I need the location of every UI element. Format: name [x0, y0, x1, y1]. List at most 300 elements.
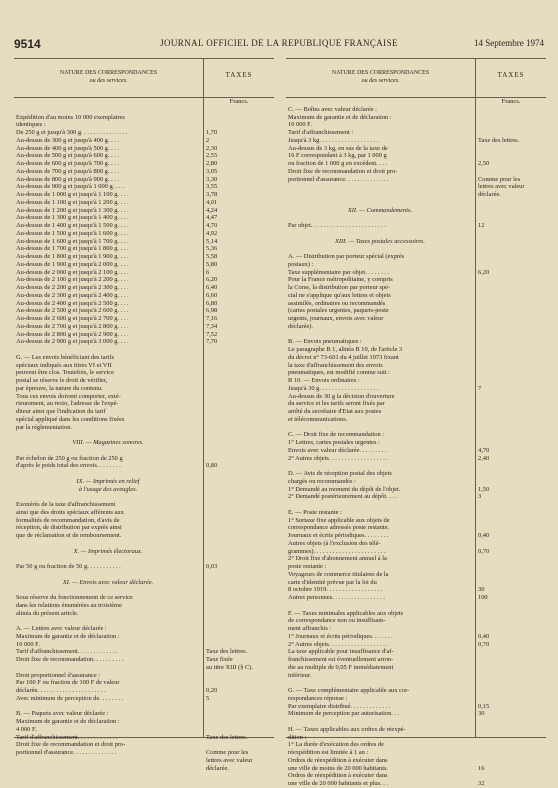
taxes-heading: TAXES	[497, 71, 525, 79]
row-tax-value: 0,70	[478, 547, 490, 555]
table-row	[14, 656, 274, 664]
table-row	[14, 176, 274, 184]
table-row	[286, 307, 546, 315]
table-row	[14, 222, 274, 230]
row-description: Droit fixe de recommandation. . . . . . . . . .	[16, 656, 124, 663]
row-tax-value: 3,55	[206, 183, 218, 191]
table-row	[14, 129, 274, 137]
row-description: B 10. — Envois ordinaires :	[288, 377, 360, 384]
table-row	[286, 114, 546, 122]
table-row	[14, 594, 274, 602]
row-description: Maximum de garantie et de déclaration :	[16, 718, 120, 725]
nature-heading	[286, 69, 475, 85]
row-description: Au-dessus de 800 g et jusqu'à 900 g. . . .	[16, 175, 120, 183]
row-description: Avec minimum de perception de. . . . . . . .	[16, 694, 124, 702]
row-tax-value: Taxe fixée	[206, 656, 233, 663]
row-tax-value: 4,47	[206, 214, 218, 222]
table-row	[14, 687, 274, 695]
row-description: Droit fixe de recommandation et droit pro-	[288, 167, 398, 175]
table-row	[286, 269, 546, 277]
row-tax-value: 0,20	[206, 687, 218, 694]
nature-heading	[14, 69, 203, 85]
row-description: 10 000 F.	[288, 121, 312, 129]
table-row	[14, 672, 274, 680]
row-description: la Corse, la distribution par porteur spé-	[288, 284, 391, 291]
table-row	[14, 160, 274, 168]
table-row	[286, 517, 546, 525]
table-row	[286, 183, 546, 191]
row-tax-value: 2,80	[206, 160, 218, 167]
table-row	[286, 152, 546, 160]
row-tax-value: 4,01	[206, 198, 218, 206]
table-row	[14, 191, 274, 199]
table-row	[14, 757, 274, 765]
table-row	[286, 121, 546, 129]
journal-title: JOURNAL OFFICIEL DE LA REPUBLIQUE FRANÇAISE	[160, 38, 398, 48]
row-description: XII. — Commandements.	[347, 206, 413, 214]
table-row	[14, 563, 274, 571]
row-tax-value: 6,60	[206, 291, 218, 299]
row-description: IX. — Imprimés en relief	[76, 477, 140, 485]
table-row	[286, 625, 546, 633]
row-description: A. — Lettres avec valeur déclarée :	[16, 625, 107, 632]
table-row	[286, 455, 546, 463]
table-row	[286, 385, 546, 393]
row-description: à l'usage des aveugles.	[78, 485, 138, 493]
row-description: portionnel d'assurance. . . . . . . . . . . . . .	[288, 175, 389, 183]
table-row	[286, 524, 546, 532]
table-row	[14, 524, 274, 532]
table-row	[286, 253, 546, 261]
row-description: réexpédition est limitée à 1 an :	[288, 749, 369, 756]
table-row	[14, 315, 274, 323]
row-description: Voyageurs de commerce titulaires de la	[288, 570, 389, 578]
row-description: Au-dessus de 2 900 g et jusqu'à 3 000 g. . . .	[16, 338, 129, 346]
table-row	[14, 377, 274, 385]
row-tax-value: 100	[478, 594, 488, 601]
row-tax-value: déclarée.	[206, 764, 229, 772]
table-row	[286, 780, 546, 788]
row-description: ainsi que des droits spéciaux afférents aux	[16, 508, 124, 516]
table-row	[286, 555, 546, 563]
table-row	[14, 586, 274, 594]
table-row	[14, 617, 274, 625]
table-row	[14, 486, 274, 494]
row-description: 1° Lettres, cartes postales urgentes :	[288, 439, 380, 446]
row-description: XI. — Envois avec valeur déclarée.	[62, 578, 154, 586]
table-row	[14, 517, 274, 525]
table-row	[286, 129, 546, 137]
table-row	[286, 106, 546, 114]
row-description: Au-dessus de 900 g et jusqu'à 1 000 g. . . .	[16, 183, 124, 191]
row-tax-value: 0,80	[206, 462, 218, 470]
table-row	[14, 152, 274, 160]
row-description: 2° Droit fixe d'abonnement annuel à la	[288, 555, 387, 563]
row-description: X. — Imprimés électoraux.	[73, 547, 143, 555]
table-row	[14, 695, 274, 703]
table-row	[286, 470, 546, 478]
row-description: VIII. — Magazines sonores.	[72, 439, 144, 446]
table-row	[14, 455, 274, 463]
row-description: Maximum de garantie et de déclaration :	[16, 632, 120, 640]
table-row	[14, 610, 274, 618]
row-tax-value: 3,05	[206, 167, 218, 175]
row-tax-value: 30	[478, 586, 485, 594]
table-row	[286, 718, 546, 726]
row-description: Minimum de perception par autorisation. . .	[288, 710, 400, 718]
row-description: dition :	[288, 733, 307, 741]
row-description: Par objet. . . . . . . . . . . . . . . . . . . . . . . .	[288, 222, 386, 229]
table-row	[286, 447, 546, 455]
row-description: F. — Taxes minimales applicables aux objets	[288, 609, 404, 617]
table-row	[286, 602, 546, 610]
row-description: pneumatiques, est modifié comme suit :	[288, 369, 390, 377]
row-description: dans les relations énumérées au troisième	[16, 601, 122, 609]
row-description: peuvent être clos. Toutefois, le service	[16, 369, 114, 377]
table-row	[286, 261, 546, 269]
row-tax-value: 5,58	[206, 253, 218, 260]
row-description: E. — Poste restante :	[288, 508, 342, 516]
table-row	[286, 292, 546, 300]
table-row	[286, 664, 546, 672]
table-row	[14, 493, 274, 501]
row-description: Au-dessus de 2 500 g et jusqu'à 2 600 g. . . .	[16, 307, 129, 315]
row-tax-value: 30	[478, 710, 485, 718]
row-description: Au-dessus de 1 500 g et jusqu'à 1 600 g. . . .	[16, 229, 129, 237]
table-row	[286, 331, 546, 339]
row-tax-value: Francs.	[229, 98, 249, 105]
row-tax-value: 0,40	[478, 632, 490, 640]
table-row	[286, 362, 546, 370]
row-description: Jusqu'à 30 g. . . . . . . . . . . . . . . . . . .	[288, 384, 379, 392]
row-description: B. — Envois pneumatiques :	[288, 338, 362, 346]
table-row	[14, 121, 274, 129]
row-tax-value: 6,20	[478, 268, 490, 276]
table-row	[14, 641, 274, 649]
row-tax-value: 2,40	[478, 454, 490, 462]
row-description: Au-dessus de 500 g et jusqu'à 600 g. . . .	[16, 152, 120, 160]
row-description: 2° Autres objets. . . . . . . . . . . . . . . . . . .	[288, 454, 389, 462]
row-description: Au-dessus de 2 400 g et jusqu'à 2 500 g. . . .	[16, 299, 129, 307]
row-description: Au-dessus de 1 300 g et jusqu'à 1 400 g. . . .	[16, 214, 129, 222]
table-row	[286, 594, 546, 602]
table-row	[286, 765, 546, 773]
table-row	[14, 726, 274, 734]
row-description: Autres personnes. . . . . . . . . . . . . . . . .	[288, 594, 385, 601]
nature-heading-line1: NATURE DES CORRESPONDANCES	[331, 70, 430, 76]
table-row	[14, 710, 274, 718]
row-description: Au-dessus de 300 g et jusqu'à 400 g. . . .	[16, 136, 120, 144]
table-row	[14, 555, 274, 563]
table-row	[14, 245, 274, 253]
table-row	[286, 238, 546, 246]
row-description: d'après le poids total des envois. . . . . . . .	[16, 462, 121, 470]
row-description: Au-dessus de 2 100 g et jusqu'à 2 200 g. . . .	[16, 276, 129, 284]
row-tax-value: 3	[478, 493, 482, 501]
row-description: Au-dessus de 2 300 g et jusqu'à 2 400 g. . . .	[16, 291, 129, 299]
row-description: XIII. — Taxes postales accessoires.	[334, 237, 426, 245]
row-description: 1° Journaux et écrits périodiques. . . . . . .	[288, 632, 393, 640]
table-row	[286, 424, 546, 432]
row-description: Expédition d'au moins 10 000 exemplaires	[16, 113, 125, 121]
row-description: cial ne s'applique qu'aux lettres et objets	[288, 291, 391, 299]
row-description: Au-dessus de 1 200 g et jusqu'à 1 300 g. . . .	[16, 206, 129, 214]
table-row	[14, 346, 274, 354]
table-row	[286, 772, 546, 780]
row-tax-value: Comme pour les	[478, 175, 521, 183]
table-row	[14, 625, 274, 633]
table-row	[286, 98, 546, 106]
table-row	[14, 183, 274, 191]
row-description: inférieur.	[288, 671, 312, 679]
table-row	[286, 214, 546, 222]
row-tax-value: Taxe des lettres.	[478, 136, 520, 144]
table-row	[14, 501, 274, 509]
row-description: du service et les tarifs seront fixés par	[288, 400, 385, 408]
row-description: Au-dessus de 2 000 g et jusqu'à 2 100 g. . . .	[16, 268, 129, 276]
row-description: Au-dessus de 3 kg, en sus de la taxe de	[288, 144, 388, 152]
row-description: 1° Demandé au moment du dépôt de l'objet.	[288, 485, 401, 493]
row-description: Ordres de réexpédition à exécuter dans	[288, 756, 388, 764]
row-tax-value: 6,20	[206, 276, 218, 284]
table-row	[14, 532, 274, 540]
row-tax-value: 7	[478, 384, 482, 392]
row-description: (cartes postales urgentes, paquets-poste	[288, 307, 389, 315]
table-row	[14, 261, 274, 269]
row-description: Journaux et écrits périodiques. . . . . . . .	[288, 532, 389, 539]
row-description: Taxe supplémentaire par objet. . . . . . . .	[288, 268, 390, 276]
table-row	[14, 509, 274, 517]
row-description: H. — Taxes applicables aux ordres de réexpé-	[288, 725, 406, 733]
table-row	[14, 424, 274, 432]
row-description: D. — Avis de réception postal des objets	[288, 470, 392, 477]
row-description: Droit proportionnel d'assurance :	[16, 671, 101, 679]
table-row	[286, 726, 546, 734]
row-description: identiques :	[16, 121, 46, 129]
table-row	[286, 439, 546, 447]
row-tax-value: 0,03	[206, 563, 218, 570]
table-row	[286, 734, 546, 742]
table-row	[286, 230, 546, 238]
table-row	[14, 338, 274, 346]
table-row	[286, 369, 546, 377]
row-tax-value: 4,24	[206, 206, 218, 214]
table-header	[14, 59, 274, 98]
page-header	[14, 37, 544, 51]
row-description: Au-dessus de 1 800 g et jusqu'à 1 900 g. . . .	[16, 253, 129, 260]
row-description: C. — Droit fixe de recommandation :	[288, 431, 385, 439]
table-row	[286, 501, 546, 509]
table-row	[14, 749, 274, 757]
row-description: déclarée).	[288, 322, 314, 330]
row-description: 8 octobre 1919. . . . . . . . . . . . . . . . . .	[288, 586, 383, 594]
table-row	[286, 431, 546, 439]
row-tax-value: 5,80	[206, 260, 218, 268]
table-row	[14, 734, 274, 742]
table-row	[14, 354, 274, 362]
row-description: Au-dessus de 2 600 g et jusqu'à 2 700 g. . . .	[16, 315, 129, 322]
row-description: Au-dessus de 1 100 g et jusqu'à 1 200 g. . . .	[16, 198, 129, 206]
row-description: B. — Paquets avec valeur déclarée :	[16, 710, 109, 718]
row-tax-value: 7,34	[206, 322, 218, 330]
table-row	[14, 579, 274, 587]
table-row	[14, 385, 274, 393]
row-description: assimilés, ordinaires ou recommandés	[288, 299, 386, 307]
table-row	[14, 362, 274, 370]
table-row	[286, 563, 546, 571]
table-row	[14, 408, 274, 416]
table-header	[286, 59, 546, 98]
row-tax-value: 6,98	[206, 307, 218, 315]
table-row	[14, 470, 274, 478]
row-description: Tarif d'affranchissement. . . . . . . . . . . . .	[16, 648, 118, 656]
table-row	[14, 718, 274, 726]
row-tax-value: 4,70	[206, 222, 218, 229]
table-row	[14, 106, 274, 114]
row-tax-value: 2,30	[206, 144, 218, 152]
table-row	[14, 431, 274, 439]
row-description: 4 000 F.	[16, 725, 37, 733]
row-description: Au-dessus de 2 200 g et jusqu'à 2 300 g. . . .	[16, 284, 129, 291]
row-description: G. — Taxe complémentaire applicable aux cor-	[288, 687, 410, 694]
row-tax-value: 1,70	[206, 129, 218, 136]
table-row	[14, 323, 274, 331]
row-description: grammes). . . . . . . . . . . . . . . . . . . . . . .	[288, 547, 386, 555]
row-description: Par échelon de 250 g ou fraction de 250 g	[16, 454, 123, 462]
table-row	[14, 145, 274, 153]
row-tax-value: lettres avec valeur	[478, 183, 525, 191]
row-tax-value: 12	[478, 222, 485, 229]
table-row	[14, 300, 274, 308]
table-row	[286, 610, 546, 618]
row-description: par épreuve, la nature du contenu.	[16, 384, 103, 392]
table-row	[14, 214, 274, 222]
table-row	[14, 199, 274, 207]
table-row	[286, 323, 546, 331]
right-column-table	[286, 58, 546, 787]
table-row	[14, 765, 274, 773]
table-row	[286, 703, 546, 711]
row-description: Au-dessus de 1 400 g et jusqu'à 1 500 g. . . .	[16, 222, 129, 229]
row-description: Tarif d'affranchissement :	[288, 129, 354, 136]
row-description: Par exemplaire distribué. . . . . . . . . . . . .	[288, 702, 391, 710]
table-row	[286, 284, 546, 292]
row-description: alinéa du présent article.	[16, 609, 79, 617]
table-row	[286, 749, 546, 757]
table-row	[14, 393, 274, 401]
row-description: Le paragraphe B 1, alinéa B 10, de l'article 3	[288, 346, 403, 353]
row-description: que de réclamation et de remboursement.	[16, 532, 122, 539]
table-row	[286, 656, 546, 664]
table-row	[286, 672, 546, 680]
row-tax-value: Comme pour les	[206, 749, 249, 756]
row-description: Tous ces envois doivent comporter, exté-	[16, 392, 121, 400]
table-row	[14, 307, 274, 315]
table-row	[286, 338, 546, 346]
row-description: 1° La durée d'exécution des ordres de	[288, 741, 384, 749]
row-description: Au-dessus de 1 900 g et jusqu'à 2 000 g. . . .	[16, 260, 129, 268]
row-tax-value: 2	[206, 136, 210, 144]
row-description: De 250 g et jusqu'à 300 g. . . . . . . . . . . . . . .	[16, 129, 128, 136]
table-row	[14, 633, 274, 641]
table-row	[286, 548, 546, 556]
table-row	[14, 284, 274, 292]
row-description: die au multiple de 0,05 F immédiatement	[288, 663, 394, 671]
row-description: poste restante :	[288, 563, 327, 570]
table-row	[286, 486, 546, 494]
row-description: Au-dessus de 1 700 g et jusqu'à 1 800 g. . . .	[16, 245, 129, 253]
table-row	[286, 176, 546, 184]
table-row	[286, 532, 546, 540]
row-tax-value: 4,92	[206, 229, 218, 237]
table-row	[286, 191, 546, 199]
table-row	[286, 400, 546, 408]
row-tax-value: 4,70	[478, 446, 490, 454]
row-description: portionnel d'assurance. . . . . . . . . . . . . .	[16, 749, 117, 756]
row-description: de correspondance non ou insuffisam-	[288, 617, 386, 625]
page-number: 9514	[14, 37, 41, 51]
row-description: Par 50 g ou fraction de 50 g. . . . . . . . . . .	[16, 563, 121, 570]
table-row	[286, 222, 546, 230]
row-tax-value: 6,80	[206, 299, 218, 307]
row-description: C. — Boîtes avec valeur déclarée :	[288, 105, 377, 113]
table-row	[286, 493, 546, 501]
table-row	[14, 207, 274, 215]
table-row	[14, 137, 274, 145]
table-row	[286, 586, 546, 594]
row-description: rieurement, au recto, l'adresse de l'expé-	[16, 400, 119, 408]
row-description: une ville de 20 000 habitants et plus. . .	[288, 780, 389, 787]
row-description: Au-dessus de 400 g et jusqu'à 500 g. . . .	[16, 144, 120, 152]
row-tax-value: 5	[206, 694, 210, 702]
row-description: arrêté du secrétaire d'Etat aux postes	[288, 408, 382, 415]
row-description: postal se réserve le droit de vérifier,	[16, 377, 108, 384]
row-tax-value: déclarée.	[478, 191, 501, 198]
row-description: Ordres de réexpédition à exécuter dans	[288, 772, 388, 780]
table-row	[14, 292, 274, 300]
row-description: du décret n° 73-601 du 4 juillet 1973 fixant	[288, 353, 399, 361]
row-tax-value: 7,16	[206, 315, 218, 322]
row-description: spécial appliqué dans les conditions fixées	[16, 415, 125, 423]
table-body	[14, 98, 274, 772]
table-row	[286, 741, 546, 749]
table-row	[286, 641, 546, 649]
table-row	[286, 710, 546, 718]
issue-date: 14 Septembre 1974	[474, 38, 544, 48]
row-description: Exonérés de la taxe d'affranchissement	[16, 501, 116, 508]
table-row	[286, 145, 546, 153]
row-description: urgents, journaux, envois avec valeur	[288, 315, 384, 322]
table-row	[286, 393, 546, 401]
row-description: Pour la France métropolitaine, y compris	[288, 276, 393, 284]
nature-heading-line2: ou des services.	[361, 78, 400, 84]
row-description: Au-dessus de 700 g et jusqu'à 800 g. . . .	[16, 167, 120, 175]
row-description: 1° Surtaxe fixe applicable aux objets de	[288, 516, 390, 524]
row-description: 2° Autres objets. . . . . . . . . . . . . . . . . . .	[288, 640, 389, 648]
nature-heading-line1: NATURE DES CORRESPONDANCES	[59, 70, 158, 76]
row-description: réception, de distribution par exprès ainsi	[16, 524, 122, 532]
table-row	[14, 253, 274, 261]
nature-heading-line2: ou des services.	[89, 78, 128, 84]
table-row	[286, 509, 546, 517]
table-row	[286, 346, 546, 354]
row-tax-value: 2,55	[206, 152, 218, 160]
table-row	[14, 447, 274, 455]
table-row	[14, 98, 274, 106]
row-tax-value: 5,14	[206, 237, 218, 245]
row-tax-value: Taxe des lettres.	[206, 648, 248, 656]
table-row	[286, 160, 546, 168]
